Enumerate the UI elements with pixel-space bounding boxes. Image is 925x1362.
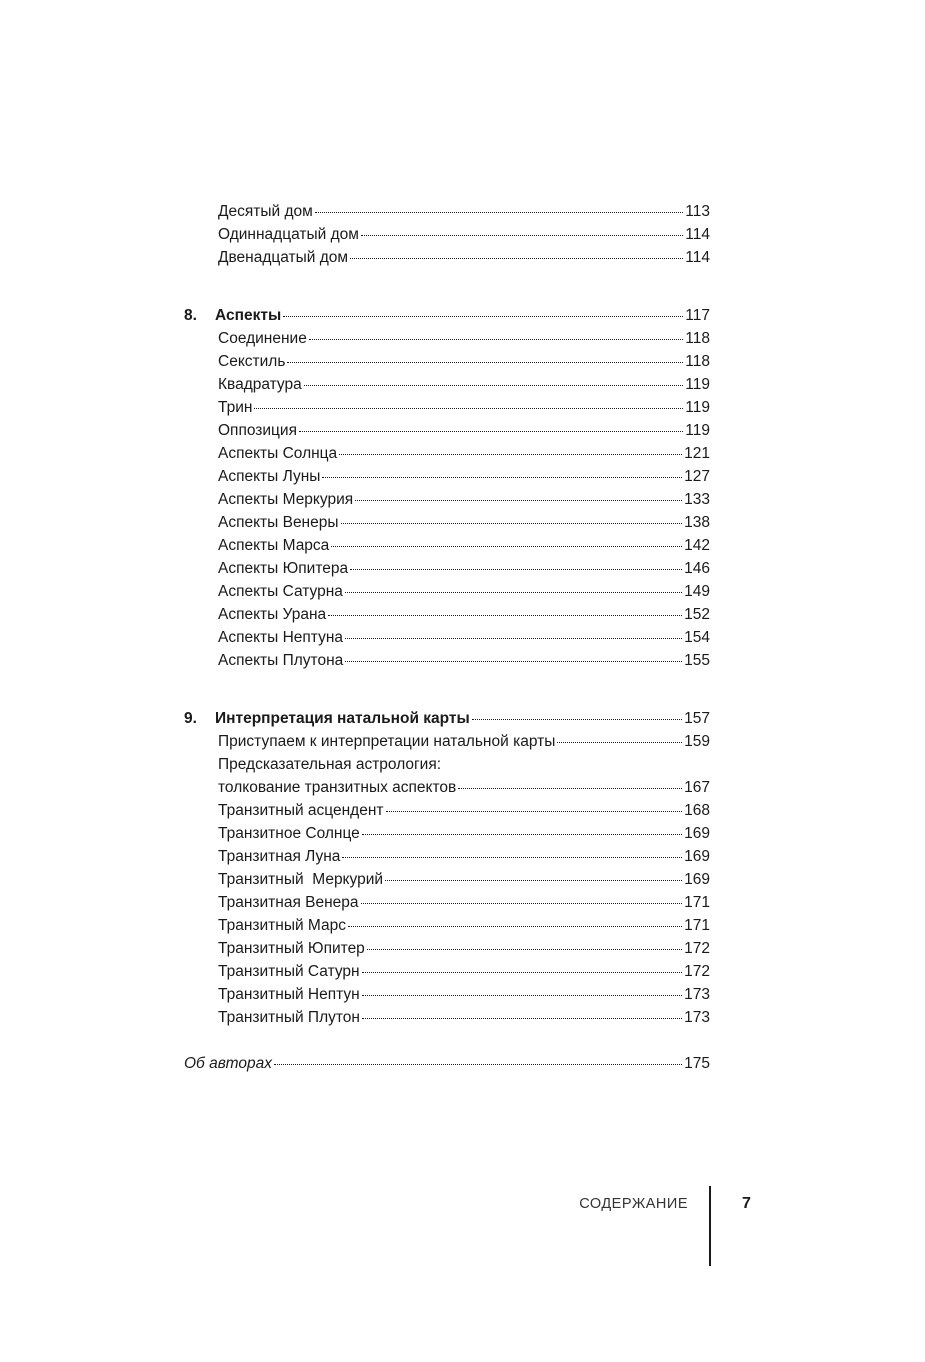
toc-entry[interactable]: [184, 511, 710, 534]
entry-title: Аспекты Нептуна: [218, 629, 344, 646]
toc-entry[interactable]: [184, 776, 710, 799]
toc-entry[interactable]: [184, 246, 710, 269]
page-number: 159: [684, 733, 710, 750]
page-number: 121: [684, 445, 710, 462]
dot-leader: [362, 1018, 682, 1019]
dot-leader: [328, 615, 682, 616]
toc-entry[interactable]: [184, 626, 710, 649]
entry-title: Квадратура: [218, 376, 302, 393]
page-number: 146: [684, 560, 710, 577]
dot-leader: [472, 719, 682, 720]
toc-entry[interactable]: [184, 396, 710, 419]
entry-title: Соединение: [218, 330, 307, 347]
page-number: 117: [685, 307, 710, 324]
entry-title: толкование транзитных аспектов: [218, 779, 457, 796]
chapter-number: 9.: [184, 710, 197, 727]
toc-entry-about-authors[interactable]: [184, 1052, 710, 1075]
dot-leader: [386, 811, 683, 812]
entry-title: Аспекты Юпитера: [218, 560, 349, 577]
dot-leader: [350, 569, 682, 570]
page-number: 171: [684, 917, 710, 934]
entry-title: Аспекты Сатурна: [218, 583, 343, 600]
page-number: 172: [684, 940, 710, 957]
footer-divider: [709, 1186, 711, 1266]
dot-leader: [355, 500, 682, 501]
entry-title: Одиннадцатый дом: [218, 226, 359, 243]
toc-entry[interactable]: [184, 914, 710, 937]
page-number: 169: [684, 825, 710, 842]
toc-chapter-8[interactable]: [184, 304, 710, 327]
toc-group-houses: [184, 200, 710, 269]
dot-leader: [309, 339, 683, 340]
toc-entry[interactable]: [184, 730, 710, 753]
dot-leader: [304, 385, 684, 386]
dot-leader: [367, 949, 682, 950]
page-number: 138: [684, 514, 710, 531]
toc-entry[interactable]: [184, 350, 710, 373]
page-number: 118: [685, 330, 710, 347]
dot-leader: [345, 638, 682, 639]
running-footer-section: СОДЕРЖАНИЕ: [579, 1196, 688, 1212]
page-number: 157: [684, 710, 710, 727]
entry-title: Аспекты Венеры: [218, 514, 339, 531]
toc-entry[interactable]: [184, 868, 710, 891]
toc-entry[interactable]: [184, 983, 710, 1006]
toc-entry[interactable]: [184, 488, 710, 511]
toc-entry[interactable]: [184, 937, 710, 960]
dot-leader: [350, 258, 683, 259]
page-number: 168: [684, 802, 710, 819]
chapter-title: Интерпретация натальной карты: [215, 710, 470, 727]
page-number: 149: [684, 583, 710, 600]
dot-leader: [331, 546, 682, 547]
toc-entry[interactable]: [184, 580, 710, 603]
page-number: 173: [684, 1009, 710, 1026]
dot-leader: [315, 212, 683, 213]
page-number: 171: [684, 894, 710, 911]
dot-leader: [254, 408, 683, 409]
entry-title: Аспекты Плутона: [218, 652, 344, 669]
entry-title: Транзитный асцендент: [218, 802, 384, 819]
chapter-number: 8.: [184, 307, 197, 324]
entry-title: Трин: [218, 399, 253, 416]
dot-leader: [342, 857, 682, 858]
entry-title: Об авторах: [184, 1055, 272, 1072]
toc-entry-multiline-first[interactable]: [184, 753, 710, 776]
footer-page-number: 7: [742, 1195, 751, 1212]
page-number: 173: [684, 986, 710, 1003]
entry-title: Предсказательная астрология:: [218, 756, 442, 773]
toc-entry[interactable]: [184, 373, 710, 396]
entry-title: Транзитный Меркурий: [218, 871, 384, 888]
entry-title: Десятый дом: [218, 203, 313, 220]
page-number: 127: [684, 468, 710, 485]
entry-title: Транзитный Нептун: [218, 986, 360, 1003]
toc-entry[interactable]: [184, 442, 710, 465]
page-number: 114: [685, 226, 710, 243]
toc-entry[interactable]: [184, 845, 710, 868]
dot-leader: [274, 1064, 682, 1065]
page-number: 155: [684, 652, 710, 669]
dot-leader: [348, 926, 682, 927]
entry-title: Аспекты Солнца: [218, 445, 338, 462]
toc-entry[interactable]: [184, 534, 710, 557]
toc-chapter-9[interactable]: [184, 707, 710, 730]
dot-leader: [339, 454, 682, 455]
entry-title: Аспекты Луны: [218, 468, 321, 485]
dot-leader: [385, 880, 682, 881]
chapter-title: Аспекты: [215, 307, 282, 324]
entry-title: Двенадцатый дом: [218, 249, 349, 266]
entry-title: Приступаем к интерпретации натальной карты: [218, 733, 556, 750]
page-number: 169: [684, 848, 710, 865]
page-number: 172: [684, 963, 710, 980]
dot-leader: [362, 972, 683, 973]
toc-entry[interactable]: [184, 200, 710, 223]
dot-leader: [458, 788, 682, 789]
page-number: 119: [685, 399, 710, 416]
page-number: 133: [684, 491, 710, 508]
dot-leader: [361, 903, 683, 904]
dot-leader: [362, 995, 682, 996]
dot-leader: [345, 592, 682, 593]
page-number: 119: [685, 422, 710, 439]
toc-entry[interactable]: [184, 799, 710, 822]
toc-entry[interactable]: [184, 822, 710, 845]
dot-leader: [299, 431, 683, 432]
page-number: 169: [684, 871, 710, 888]
dot-leader: [362, 834, 682, 835]
entry-title: Транзитный Марс: [218, 917, 347, 934]
dot-leader: [345, 661, 682, 662]
toc-entry[interactable]: [184, 960, 710, 983]
toc-entry[interactable]: [184, 557, 710, 580]
entry-title: Аспекты Меркурия: [218, 491, 354, 508]
entry-title: Транзитная Луна: [218, 848, 341, 865]
dot-leader: [283, 316, 683, 317]
page-number: 142: [684, 537, 710, 554]
toc-entry[interactable]: [184, 419, 710, 442]
toc-entry[interactable]: [184, 327, 710, 350]
dot-leader: [287, 362, 683, 363]
dot-leader: [341, 523, 683, 524]
toc-group-aspects: [184, 327, 710, 672]
toc-entry[interactable]: [184, 223, 710, 246]
toc-entry[interactable]: [184, 891, 710, 914]
toc-group-interpretation: [184, 730, 710, 753]
page-number: 114: [685, 249, 710, 266]
page-number: 119: [685, 376, 710, 393]
page-number: 113: [685, 203, 710, 220]
entry-title: Транзитная Венера: [218, 894, 359, 911]
entry-title: Секстиль: [218, 353, 286, 370]
toc-entry[interactable]: [184, 649, 710, 672]
entry-title: Транзитное Солнце: [218, 825, 360, 842]
dot-leader: [557, 742, 682, 743]
toc-entry[interactable]: [184, 465, 710, 488]
dot-leader: [361, 235, 683, 236]
dot-leader: [322, 477, 682, 478]
page-number: 154: [684, 629, 710, 646]
page-number: 152: [684, 606, 710, 623]
page-number: 167: [684, 779, 710, 796]
table-of-contents: [184, 200, 710, 1075]
toc-entry[interactable]: [184, 1006, 710, 1029]
page-number: 118: [685, 353, 710, 370]
page-number: 175: [684, 1055, 710, 1072]
entry-title: Аспекты Марса: [218, 537, 330, 554]
toc-group-transits: [184, 776, 710, 1029]
entry-title: Оппозиция: [218, 422, 297, 439]
entry-title: Транзитный Сатурн: [218, 963, 360, 980]
toc-entry[interactable]: [184, 603, 710, 626]
entry-title: Транзитный Плутон: [218, 1009, 360, 1026]
entry-title: Аспекты Урана: [218, 606, 327, 623]
entry-title: Транзитный Юпитер: [218, 940, 365, 957]
